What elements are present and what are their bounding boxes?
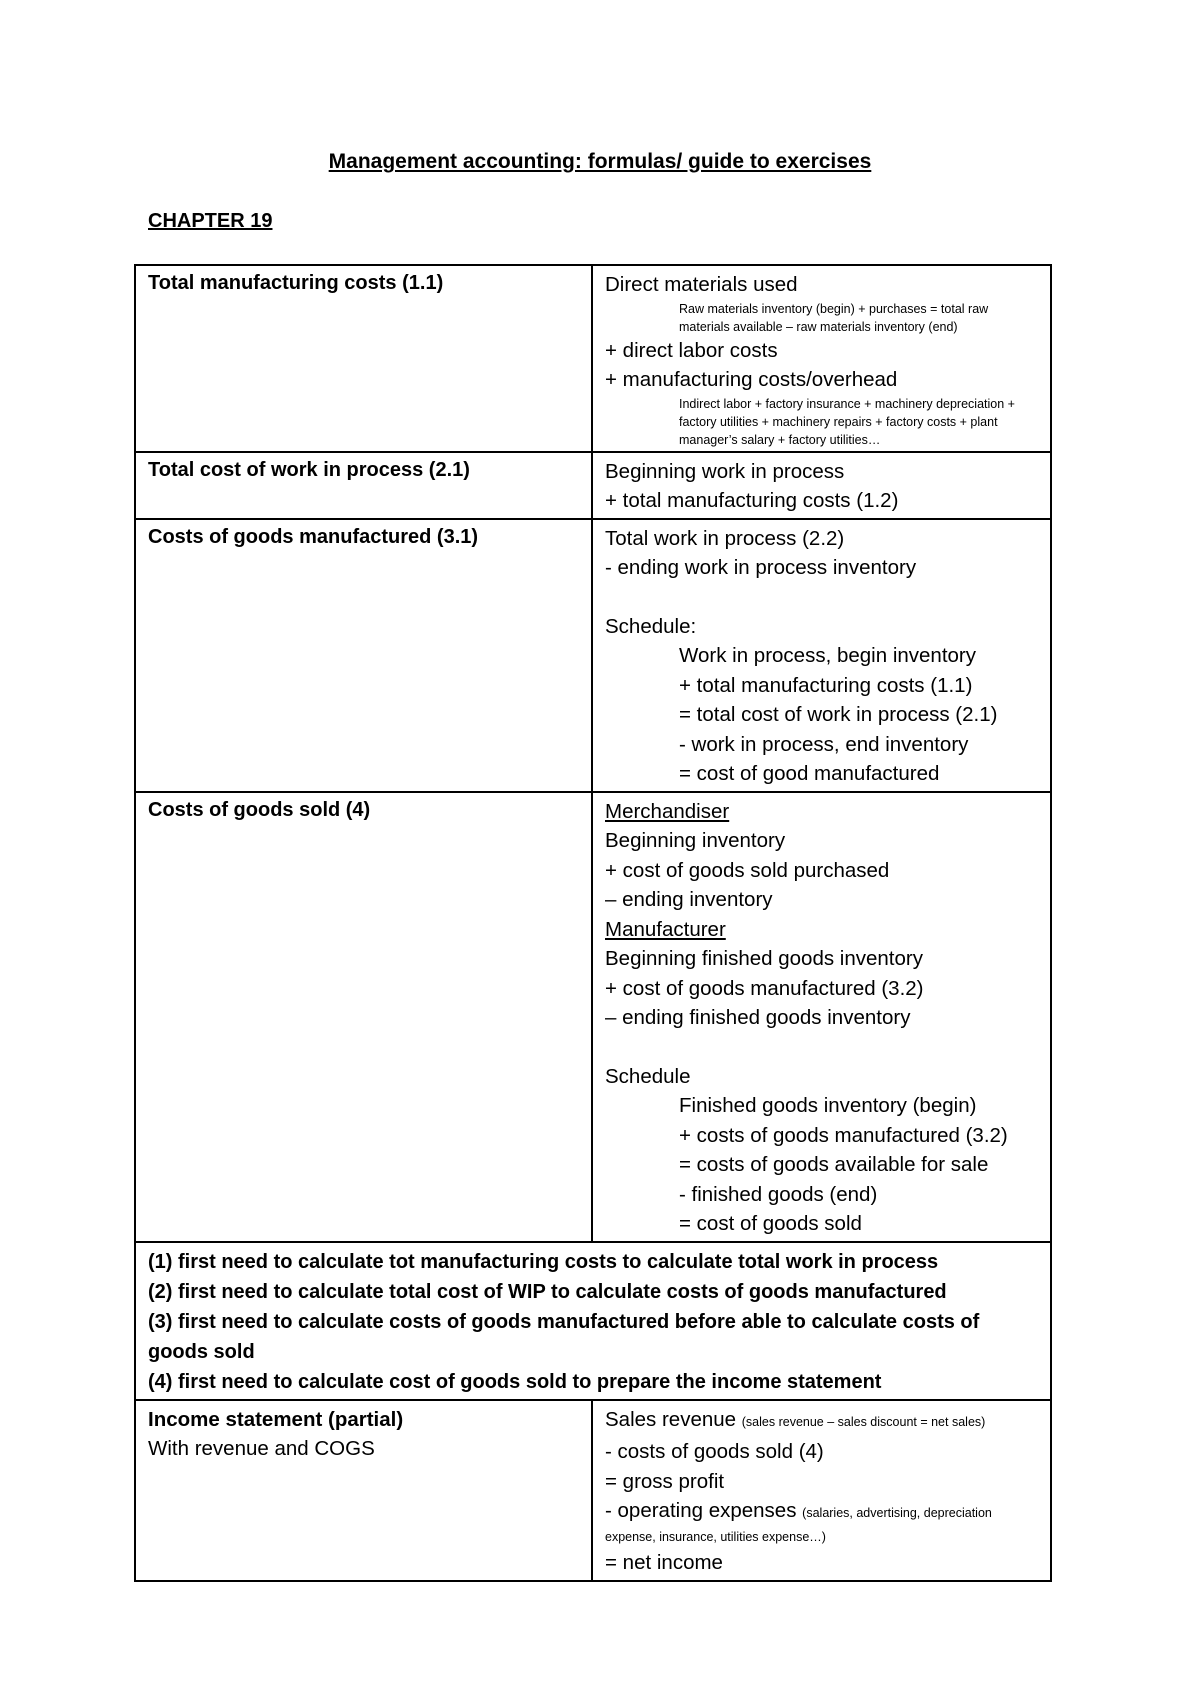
notes-cell <box>135 1242 1051 1400</box>
note-line: (3) first need to calculate costs of goods manufactured before able to calculate costs of goods sold <box>148 1310 980 1363</box>
table-row-costs-goods-manufactured <box>135 519 1051 792</box>
schedule-line: = total cost of work in process (2.1) <box>679 703 998 726</box>
row-formula <box>592 792 1051 1242</box>
table-row-notes <box>135 1242 1051 1400</box>
table-row-income-statement <box>135 1400 1051 1581</box>
note-line: (2) first need to calculate total cost of WIP to calculate costs of goods manufactured <box>148 1280 947 1303</box>
note-line: (1) first need to calculate tot manufacturing costs to calculate total work in process <box>148 1250 939 1273</box>
table-row-total-manufacturing-costs <box>135 265 1051 452</box>
formula-line: Beginning inventory <box>605 829 786 852</box>
row-label-title: Income statement (partial) <box>148 1407 404 1431</box>
chapter-heading: CHAPTER 19 <box>148 210 273 232</box>
row-label: Total cost of work in process (2.1) <box>135 452 592 519</box>
formula-line: = net income <box>605 1551 723 1574</box>
formula-line: - ending work in process inventory <box>605 556 917 579</box>
row-formula <box>592 519 1051 792</box>
formula-line: Direct materials used <box>605 273 798 296</box>
page-title: Management accounting: formulas/ guide to exercises <box>328 150 872 173</box>
row-label-sub: With revenue and COGS <box>148 1436 375 1460</box>
row-formula <box>592 1400 1051 1581</box>
schedule-line: Finished goods inventory (begin) <box>679 1094 977 1117</box>
row-formula <box>592 452 1051 519</box>
formula-line: = gross profit <box>605 1469 725 1493</box>
formula-line: + manufacturing costs/overhead <box>605 368 898 391</box>
row-label: Total manufacturing costs (1.1) <box>135 265 592 452</box>
formula-line: - costs of goods sold (4) <box>605 1440 824 1463</box>
schedule-heading: Schedule: <box>605 614 697 638</box>
formula-line: Total work in process (2.2) <box>605 526 845 550</box>
formula-line: – ending inventory <box>605 888 773 911</box>
formula-line: + cost of goods sold purchased <box>605 858 890 882</box>
formula-line <box>605 1496 1040 1548</box>
formula-note: (salaries, advertising, depreciation expense, insurance, utilities expense…) <box>605 1506 992 1544</box>
schedule-line: - finished goods (end) <box>679 1182 878 1206</box>
formula-table <box>134 264 1052 1582</box>
table-row-costs-goods-sold <box>135 792 1051 1242</box>
table-row-total-cost-wip <box>135 452 1051 519</box>
formula-line: + cost of goods manufactured (3.2) <box>605 976 924 1000</box>
merchandiser-heading: Merchandiser <box>605 799 730 823</box>
formula-line: Beginning work in process <box>605 459 845 483</box>
note-line: (4) first need to calculate cost of goods sold to prepare the income statement <box>148 1370 882 1393</box>
schedule-line: = cost of goods sold <box>679 1212 862 1235</box>
row-label: Costs of goods manufactured (3.1) <box>135 519 592 792</box>
formula-note: Indirect labor + factory insurance + machinery depreciation + factory utilities + machinery repairs + factory costs + plant manager’s salary + factory utilities… <box>679 396 1015 447</box>
manufacturer-heading: Manufacturer <box>605 917 726 941</box>
schedule-line: = costs of goods available for sale <box>679 1153 989 1176</box>
formula-line: – ending finished goods inventory <box>605 1006 911 1029</box>
spacer <box>605 583 1040 612</box>
schedule-line: = cost of good manufactured <box>679 762 940 785</box>
formula-note: (sales revenue – sales discount = net sales) <box>741 1414 986 1429</box>
spacer <box>605 1033 1040 1062</box>
formula-line-text: - operating expenses <box>605 1499 797 1522</box>
schedule-line: + total manufacturing costs (1.1) <box>679 673 973 697</box>
schedule-line: - work in process, end inventory <box>679 732 969 756</box>
row-label: Costs of goods sold (4) <box>135 792 592 1242</box>
formula-note: Raw materials inventory (begin) + purchases = total raw materials available – raw materials inventory (end) <box>679 301 989 334</box>
formula-line: Beginning finished goods inventory <box>605 947 923 970</box>
formula-line: + total manufacturing costs (1.2) <box>605 489 899 512</box>
schedule-line: + costs of goods manufactured (3.2) <box>679 1123 1008 1147</box>
row-formula <box>592 265 1051 452</box>
formula-line-text: Sales revenue <box>605 1407 737 1431</box>
schedule-line: Work in process, begin inventory <box>679 644 977 667</box>
formula-line: + direct labor costs <box>605 338 778 362</box>
formula-line <box>605 1405 1040 1438</box>
row-label <box>135 1400 592 1581</box>
schedule-heading: Schedule <box>605 1064 691 1088</box>
